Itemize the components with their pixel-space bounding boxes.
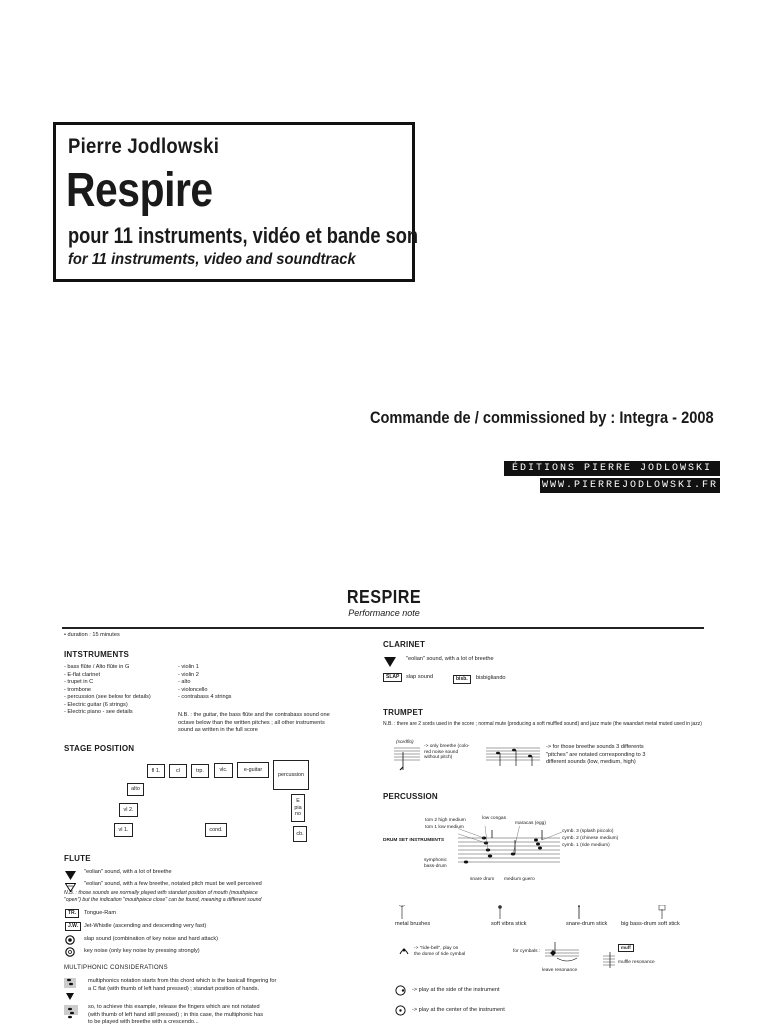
- instrument-item: - trombone: [64, 686, 92, 693]
- slap-desc: slap sound (combination of key noise and hard attack): [84, 936, 219, 942]
- slap-tag: SLAP: [383, 673, 402, 682]
- instrument-item: - violin 2: [178, 671, 199, 678]
- notes-subtitle: Performance note: [348, 608, 420, 618]
- text-line: -> for those breethe sounds 3 differents: [546, 744, 644, 750]
- play-side-icon: [395, 985, 406, 996]
- muffle-tag: muff: [618, 944, 634, 952]
- notes-divider: [62, 627, 704, 629]
- label-snare: snare drum: [470, 877, 495, 882]
- label-guero: medium guero: [504, 877, 535, 882]
- subtitle-french: pour 11 instruments, vidéo et bande son: [68, 223, 419, 248]
- text-line: -> "ride-bell", play on: [414, 946, 459, 951]
- tongue-ram-tag: TR.: [65, 909, 79, 918]
- stage-cello: vlc.: [214, 763, 233, 778]
- stage-guitar: e-guitar: [237, 762, 269, 778]
- text-line: to be played with breethe with a crescendo...: [88, 1019, 199, 1025]
- trumpet-staff-2: [486, 742, 542, 777]
- percussion-heading: PERCUSSION: [383, 792, 438, 801]
- ride-bell-icon: [398, 946, 410, 958]
- instrument-item: - alto: [178, 679, 191, 685]
- text-line: different sounds (low, medium, high): [546, 759, 636, 765]
- leave-resonance: leave resonance: [542, 968, 578, 973]
- instrument-item: - bass flûte / Alto flûte in G: [64, 664, 130, 670]
- text-line: bass-drum: [424, 863, 447, 869]
- clarinet-slap-desc: slap sound: [406, 674, 434, 680]
- for-cymbals: for cymbals :: [513, 949, 541, 954]
- play-center-icon: [395, 1005, 406, 1016]
- stick-soft-vibra: soft vibra stick: [491, 921, 527, 927]
- commission-line: Commande de / commissioned by : Integra - 2008: [370, 408, 714, 427]
- stage-alto: alto: [127, 783, 144, 796]
- stage-flute: fl 1.: [147, 764, 165, 778]
- instrument-item: - E-flat clarinet: [64, 671, 101, 678]
- instruments-list-right: [178, 664, 231, 702]
- multiphonic-text-1: [88, 978, 276, 993]
- clarinet-bisb-desc: bisbigliando: [476, 675, 506, 681]
- text-line: without pitch): [424, 755, 453, 761]
- work-title: Respire: [66, 164, 213, 217]
- instrument-item: - violoncello: [178, 686, 208, 693]
- flute-nb: [64, 890, 261, 903]
- instrument-item: - Electric piano - see details: [64, 709, 133, 715]
- slap-icon: [65, 935, 75, 945]
- cymbal-muffle-staff: [603, 946, 617, 977]
- label-cymb2: cymb. 2 (chinese medium): [562, 836, 619, 841]
- label-tom1: tom 1 low medium: [425, 825, 464, 830]
- text-line: the dome of ride cymbal: [414, 951, 466, 957]
- filled-triangle-icon: [64, 870, 76, 880]
- stage-conductor: cond.: [205, 823, 227, 837]
- stage-contrabass: cb.: [293, 826, 307, 842]
- text-line: (with thumb of left hand still pressed) ; in this case, the multiphonic has: [88, 1011, 264, 1018]
- stick-snare-drum: snare-drum stick: [566, 921, 608, 927]
- multiphonic-text-2: [88, 1004, 263, 1027]
- text-line: symphonic: [424, 858, 447, 863]
- duration: • duration : 15 minutes: [64, 632, 120, 638]
- label-symphonic-bass-drum: [424, 858, 447, 869]
- ride-bell-desc: [414, 946, 465, 957]
- title-box: [53, 122, 419, 282]
- tongue-ram-desc: Tongue-Ram: [84, 910, 117, 916]
- trumpet-staff-1: [394, 744, 422, 779]
- play-side-desc: -> play at the side of the instrument: [412, 987, 500, 993]
- drumset-label: DRUM SET INSTRUMENTS: [383, 838, 445, 843]
- key-noise-icon: [65, 947, 75, 957]
- stick-metal-brushes: metal brushes: [395, 921, 431, 927]
- instruments-nb: [178, 712, 330, 735]
- label-maracas: maracas (egg): [515, 821, 546, 826]
- label-cymb3: cymb. 3 (splash piccolo): [562, 829, 614, 834]
- text-line: so, to achieve this example, release the fingers which are not notated: [88, 1004, 260, 1010]
- multiphonic-example-icon: [64, 1003, 80, 1028]
- nb-line: N.B. : those sounds are normally played with standart position of mouth (mouthpiece: [64, 890, 258, 896]
- clarinet-heading: CLARINET: [383, 640, 426, 649]
- text-line: -> only breethe (colo-: [424, 744, 470, 749]
- label-tom2: tom 2 high medium: [425, 818, 466, 823]
- stage-clarinet: cl: [169, 764, 187, 778]
- stage-violin1: vl 1.: [114, 823, 133, 837]
- instruments-heading: INTSTRUMENTS: [64, 650, 130, 659]
- stage-violin2: vl 2.: [119, 803, 138, 817]
- instrument-item: - percussion (see below for details): [64, 694, 151, 700]
- nb-line: octave below than the written pitches ; all other instruments: [178, 719, 325, 726]
- instrument-item: - violin 1: [178, 664, 199, 670]
- nb-line: N.B. : the guitar, the bass flûte and the contrabass sound one: [178, 712, 330, 718]
- publisher-banner: ÉDITIONS PIERRE JODLOWSKI: [504, 461, 720, 476]
- website-banner[interactable]: WWW.PIERREJODLOWSKI.FR: [541, 480, 719, 491]
- play-center-desc: -> play at the center of the instrument: [412, 1007, 505, 1013]
- nb-line: sound as written in the full score: [178, 727, 258, 733]
- flute-eolian-1: "eolian" sound, with a lot of breethe: [84, 869, 172, 875]
- text-line: "pitches" are notated corresponding to 3: [546, 751, 646, 758]
- trumpet-heading: TRUMPET: [383, 708, 424, 717]
- trumpet-ex1-text: [424, 744, 469, 761]
- bisbigliando-tag: bisb.: [453, 675, 471, 684]
- filled-triangle-icon: [383, 656, 396, 667]
- cymbal-leave-staff: [545, 942, 581, 971]
- flute-heading: FLUTE: [64, 854, 91, 863]
- instrument-item: - contrabass 4 strings: [178, 694, 232, 700]
- composer-name: Pierre Jodlowski: [68, 135, 220, 158]
- text-line: red noise sound: [424, 749, 459, 755]
- flute-eolian-2: "eolian" sound, with a few breethe, notated pitch must be well perceived: [84, 881, 262, 887]
- instrument-item: - trupet in C: [64, 679, 94, 685]
- stick-bass-drum: big bass-drum soft stick: [621, 921, 680, 927]
- trumpet-example-label: (sordflo): [396, 740, 414, 745]
- notes-title: RESPIRE: [346, 587, 422, 607]
- trumpet-ex2-text: [546, 744, 645, 767]
- stage-trumpet: trp.: [191, 764, 209, 778]
- jet-whistle-tag: J.W.: [65, 922, 81, 931]
- instruments-list-left: [64, 664, 151, 717]
- stage-epiano: E pia no: [291, 794, 305, 822]
- clarinet-eolian: "eolian" sound, with a lot of breethe: [406, 656, 494, 662]
- label-congas: low congas: [482, 816, 506, 821]
- trumpet-nb: N.B. : there are 2 sords used in the score ; normal mute (producing a soft muffled sound) and jazz mute (the waandart metal muted used in jazz): [383, 721, 702, 727]
- percussion-staff: [458, 826, 562, 879]
- multiphonic-heading: MULTIPHONIC CONSIDERATIONS: [64, 965, 168, 971]
- instrument-item: - Electric guitar (6 strings): [64, 701, 128, 708]
- text-line: multiphonics notation starts from this chord which is the basicall fingering for: [88, 978, 277, 984]
- key-noise-desc: key noise (only key noise by pressing strongly): [84, 948, 200, 954]
- label-cymb1: cymb. 1 (ride medium): [562, 843, 610, 848]
- jet-whistle-desc: Jet-Whistle (ascending and descending very fast): [84, 923, 207, 929]
- text-line: a C flat (with thumb of left hand pressed) ; standart position of hands.: [88, 985, 260, 992]
- nb-line: "open") but the indication "mouthpiece close" can be found, meaning a different sound: [64, 896, 262, 903]
- muffle-resonance: muffle resonance: [618, 960, 655, 965]
- subtitle-english: for 11 instruments, video and soundtrack: [68, 251, 356, 268]
- stage-percussion: percussion: [273, 760, 309, 790]
- stage-heading: STAGE POSITION: [64, 744, 135, 753]
